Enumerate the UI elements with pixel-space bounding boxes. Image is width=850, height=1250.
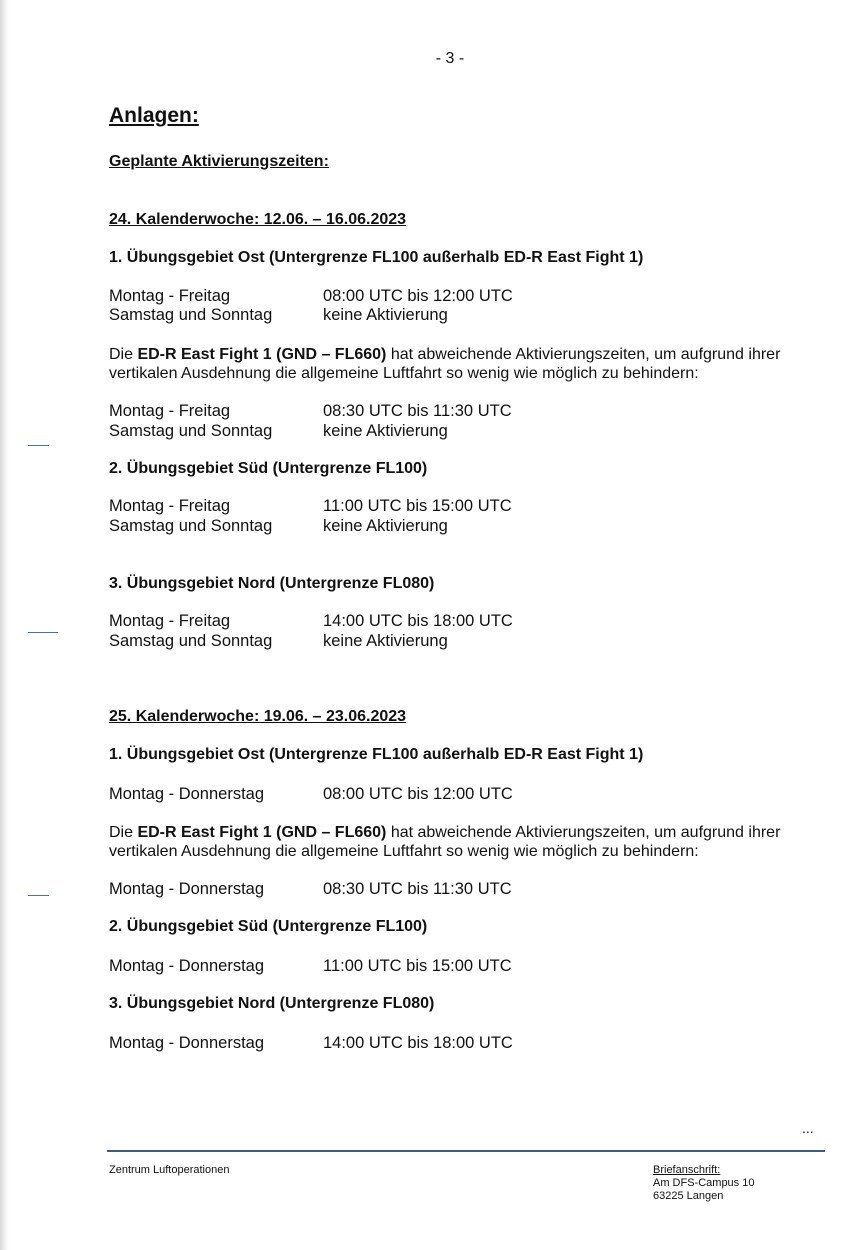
week24-ost-title: 1. Übungsgebiet Ost (Untergrenze FL100 außerhalb ED-R East Fight 1) (109, 249, 644, 266)
week24-fight-note (109, 345, 829, 383)
week24-sued-title: 2. Übungsgebiet Süd (Untergrenze FL100) (109, 460, 428, 477)
row-day: Montag - Donnerstag (109, 957, 265, 975)
footer-organization: Zentrum Luftoperationen (109, 1164, 230, 1176)
row-day: Montag - Freitag (109, 497, 231, 515)
schedule-row (109, 631, 448, 651)
row-day: Montag - Freitag (109, 612, 231, 630)
week24-nord-title: 3. Übungsgebiet Nord (Untergrenze FL080) (109, 575, 435, 592)
row-day: Samstag und Sonntag (109, 306, 273, 324)
schedule-row (109, 956, 512, 976)
page-edge-shadow (0, 0, 9, 1250)
schedule-row (109, 401, 512, 421)
schedule-row (109, 496, 512, 516)
footer-address-label: Briefanschrift: (653, 1164, 721, 1176)
note-text: Die (109, 824, 138, 841)
continuation-ellipsis: ... (802, 1120, 814, 1136)
page-title: Anlagen: (109, 104, 199, 127)
row-day: Samstag und Sonntag (109, 422, 273, 440)
note-bold-airspace: ED-R East Fight 1 (GND – FL660) (137, 346, 387, 363)
row-day: Montag - Freitag (109, 287, 231, 305)
row-time: keine Aktivierung (323, 306, 448, 324)
margin-marker (28, 632, 58, 633)
schedule-row (109, 1033, 513, 1053)
footer-divider (107, 1150, 825, 1152)
week25-ost-title: 1. Übungsgebiet Ost (Untergrenze FL100 außerhalb ED-R East Fight 1) (109, 746, 644, 763)
note-text: Die (109, 346, 138, 363)
schedule-row (109, 611, 513, 631)
schedule-row (109, 784, 513, 804)
week25-title: 25. Kalenderwoche: 19.06. – 23.06.2023 (109, 708, 407, 725)
row-time: 08:30 UTC bis 11:30 UTC (323, 880, 512, 898)
row-time: keine Aktivierung (323, 632, 448, 650)
row-time: 08:00 UTC bis 12:00 UTC (323, 287, 513, 305)
row-day: Samstag und Sonntag (109, 517, 273, 535)
row-time: 14:00 UTC bis 18:00 UTC (323, 1034, 513, 1052)
footer-address-line: 63225 Langen (653, 1190, 724, 1202)
note-bold-airspace: ED-R East Fight 1 (GND – FL660) (137, 824, 387, 841)
week25-fight-note (109, 823, 829, 861)
week24-title: 24. Kalenderwoche: 12.06. – 16.06.2023 (109, 211, 407, 228)
schedule-row (109, 421, 448, 441)
footer-address (653, 1164, 754, 1203)
schedule-row (109, 286, 513, 306)
row-day: Samstag und Sonntag (109, 632, 273, 650)
section-subheading: Geplante Aktivierungszeiten: (109, 153, 329, 170)
schedule-row (109, 305, 448, 325)
footer-address-line: Am DFS-Campus 10 (653, 1177, 755, 1189)
row-time: 11:00 UTC bis 15:00 UTC (323, 497, 512, 515)
row-time: 11:00 UTC bis 15:00 UTC (323, 957, 512, 975)
schedule-row (109, 516, 448, 536)
row-time: keine Aktivierung (323, 517, 448, 535)
note-text: hat abweichende Aktivierungszeiten, um aufgrund ihrer vertikalen Ausdehnung die allgemeine Luftfahrt so wenig wie möglich zu behindern: (109, 824, 781, 860)
row-day: Montag - Donnerstag (109, 880, 265, 898)
margin-marker (28, 895, 49, 896)
schedule-row (109, 879, 512, 899)
row-day: Montag - Donnerstag (109, 1034, 265, 1052)
row-time: keine Aktivierung (323, 422, 448, 440)
row-time: 08:30 UTC bis 11:30 UTC (323, 402, 512, 420)
row-day: Montag - Freitag (109, 402, 231, 420)
row-time: 08:00 UTC bis 12:00 UTC (323, 785, 513, 803)
row-day: Montag - Donnerstag (109, 785, 265, 803)
row-time: 14:00 UTC bis 18:00 UTC (323, 612, 513, 630)
margin-marker (28, 445, 49, 446)
week25-nord-title: 3. Übungsgebiet Nord (Untergrenze FL080) (109, 995, 435, 1012)
note-text: hat abweichende Aktivierungszeiten, um aufgrund ihrer vertikalen Ausdehnung die allgemeine Luftfahrt so wenig wie möglich zu behindern: (109, 346, 781, 382)
page-number: - 3 - (435, 50, 465, 67)
week25-sued-title: 2. Übungsgebiet Süd (Untergrenze FL100) (109, 918, 428, 935)
